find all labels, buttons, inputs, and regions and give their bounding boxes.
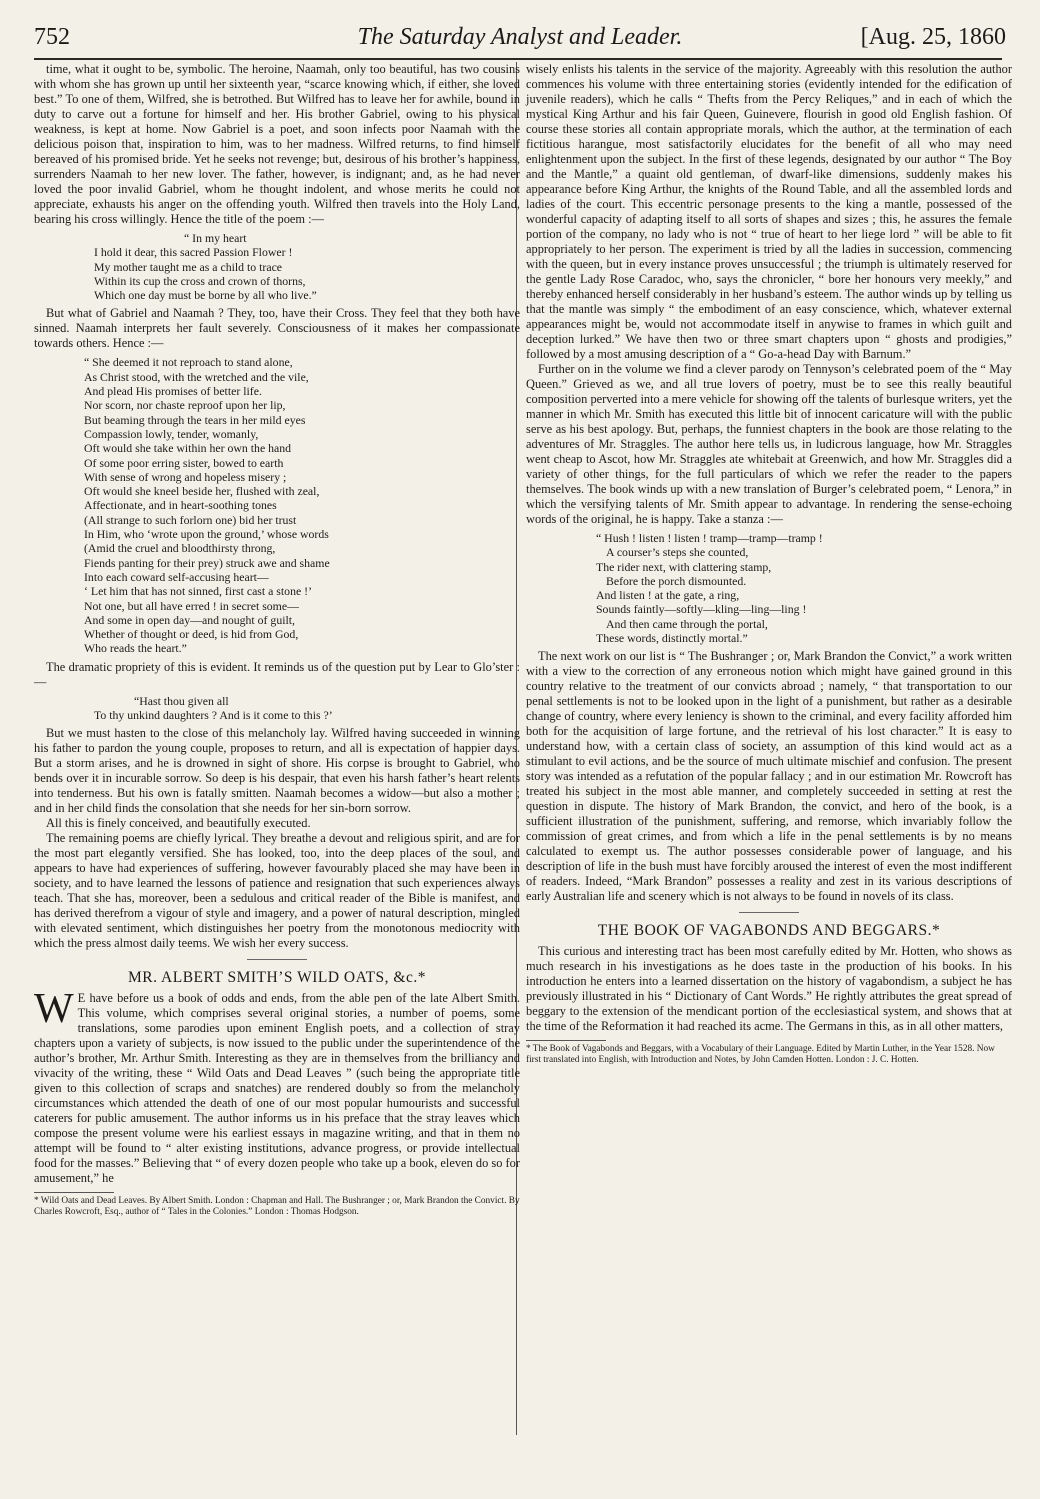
verse-line: Sounds faintly—softly—kling—ling—ling ! bbox=[596, 602, 807, 617]
verse-line: And some in open day—and nought of guilt, bbox=[84, 612, 296, 627]
verse-line: Into each coward self-accusing heart— bbox=[84, 569, 269, 584]
verse-line: ‘ Let him that has not sinned, first cast a stone !’ bbox=[84, 584, 313, 599]
verse-line: Affectionate, and in heart-soothing tones bbox=[84, 498, 277, 513]
paragraph: All this is finely conceived, and beautifully executed. bbox=[46, 816, 311, 831]
paragraph: The next work on our list is “ The Bushranger ; or, Mark Brandon the Convict,” a work written with a view to the correction of any erroneous notion which might have gained ground in this country relative to the treatment of our convicts abroad ; namely, “ that transportation to our penal settlements is not to be looked upon in the light of a punishment, but rather as a desirable change of country, where every leniency is shown to the criminal, and every facility afforded him both for the acquisition of large fortune, and the retrieval of his lost character.” It is easy to understand how, with a certain class of society, an assumption of this kind would act as a stimulant to evil actions, and be the source of much ultimate mischief and confusion. The present story was intended as a refutation of the popular fallacy ; and in our estimation Mr. Rowcroft has treated his subject in the most able manner, and completely succeeded in setting at rest the question in dispute. The history of Mark Brandon, the convict, and hero of the book, is a sufficient illustration of the punishment, suffering, and remorse, which invariably follow the commission of great crimes, and from which a life in the penal settlements is by no means calculated to exempt us. The author possesses considerable power of language, and his description of life in the bush must have forcibly aroused the interest of even the most indifferent of readers. Indeed, “Mark Brandon” possesses a reality and zest in its various descriptions of early Australian life and scenery which is not always to be found in novels of its class. bbox=[526, 649, 1012, 904]
paragraph: time, what it ought to be, symbolic. The heroine, Naamah, only too beautiful, has two cousins with whom she has grown up until her sixteenth year, “scarce knowing which, if either, she loved best.” To one of them, Wilfred, she is betrothed. But Wilfred has to leave her for awhile, bound in duty to carve out a fortune for himself and her. His brother Gabriel, owing to his physical weakness, is kept at home. Now Gabriel is a poet, and soon infects poor Naamah with the delicious poison that, inspiration to him, was to her madness. Wilfred returns, to find himself bereaved of his promised bride. Yet he seeks not revenge; but, desirous of his brother’s happiness, surrenders Naamah to her new lover. The father, however, is indignant; and, as he had never loved the poor invalid Gabriel, whom he thought indolent, and whose merits he could not appreciate, exhausts his anger on the offending youth. Wilfred then travels into the Holy Land, bearing his cross willingly. Hence the title of the poem :— bbox=[34, 62, 520, 226]
drop-cap: W bbox=[34, 986, 74, 1033]
footnote: * The Book of Vagabonds and Beggars, with a Vocabulary of their Language. Edited by Martin Luther, in the Year 1528. Now first translated into English, with Introduction and Notes, by John Camden Hotten. London : J. C. Hotten. bbox=[526, 1044, 995, 1066]
page-number: 752 bbox=[34, 24, 70, 50]
footnote: * Wild Oats and Dead Leaves. By Albert Smith. London : Chapman and Hall. The Bushranger ; or, Mark Brandon the Convict. By Charles Rowcroft, Esq., author of “ Tales in the Colonies.” London : Thomas Hodgson. bbox=[34, 1196, 520, 1218]
verse-line: And listen ! at the gate, a ring, bbox=[596, 588, 740, 603]
footnote-rule bbox=[526, 1040, 606, 1041]
paragraph: Further on in the volume we find a clever parody on Tennyson’s celebrated poem of the “ May Queen.” Grieved as we, and all true lovers of poetry, must be to see this really beautiful composition perverted into a mere vehicle for showing off the talents of burlesque writers, yet the manner in which Mr. Smith has executed this little bit of innocent caricature will with the public serve as his best apology. But, perhaps, the funniest chapters in the book are those relating to the adventures of Mr. Straggles. The author here tells us, in ludicrous language, how Mr. Straggles went cheap to Ascot, how Mr. Straggles ate whitebait at Greenwich, and how Mr. Straggles did a variety of other things, for the full particulars of which we refer the reader to the papers themselves. The book winds up with a new translation of Burger’s celebrated poem, “ Lenora,” in which the versifying talents of Mr. Smith appear to advantage. In rendering the sense-echoing words of the original, he is happy. Take a stanza :— bbox=[526, 362, 1012, 526]
verse-line: Fiends panting for their prey) struck awe and shame bbox=[84, 555, 330, 570]
paragraph: wisely enlists his talents in the service of the majority. Agreeably with this resolution the author commences his volume with three entertaining stories (evidently intended for the edification of juvenile readers), which he calls “ Thefts from the Percy Reliques,” and in each of which the mystical King Arthur and his fair Queen, Guinevere, flourish in good old English fashion. Of course these stories all contain appropriate morals, which the author, at the termination of each fictitious harangue, most satisfactorily elucidates for the benefit of all who may need enlightenment upon the subject. In the first of these legends, designated by our author “ The Boy and the Mantle,” a quaint old gentleman, of dwarf-like dimensions, suddenly makes his appearance before King Arthur, the knights of the Round Table, and all the assembled lords and ladies of the court. This eccentric personage presents to the king a mantle, possessed of the wonderful capacity of adapting itself to all sorts of shapes and sizes ; this, he assures the female portion of the company, no lady who is not “ true of heart to her liege lord ” will be able to fit appropriately to her person. The experiment is tried by all the ladies in succession, commencing with the queen, but in every instance proves unsuccessful ; the triumph is ultimately reserved for the gentle Lady Rose Caradoc, who, says the chronicler, “ bore her honours very meekly,” and thereby enhanced herself considerably in her husband’s esteem. The author winds up by telling us that the mantle was simply “ the embodiment of an easy conscience, which, whatever external appearances might be, would not accommodate itself in anywise to frames in which guilt and deception lurked.” We have then two or three smart chapters upon “ ghosts and prodigies,” followed by a most amusing description of a “ Go-a-head Day with Barnum.” bbox=[526, 62, 1012, 361]
verse-line: My mother taught me as a child to trace bbox=[94, 259, 283, 274]
paragraph: But we must hasten to the close of this melancholy lay. Wilfred having succeeded in winning his father to pardon the young couple, proposes to return, and all is expectation of happier days. But a storm arises, and he is drowned in sight of shore. His corpse is brought to Gabriel, who bends over it in incurable sorrow. So deep is his despair, that even his harsh father’s heart relents into tenderness. But his own is fatally smitten. Naamah becomes a widow—but also a mother ; and in her child finds the consolation that she needs for her sin-born sorrow. bbox=[34, 726, 520, 816]
verse-line: Oft would she kneel beside her, flushed with zeal, bbox=[84, 484, 320, 499]
header-rule bbox=[34, 58, 1002, 60]
verse-line: These words, distinctly mortal.” bbox=[596, 631, 748, 646]
paragraph: The dramatic propriety of this is evident. It reminds us of the question put by Lear to Glo’ster :— bbox=[34, 659, 520, 689]
paragraph-text: E have before us a book of odds and ends, from the able pen of the late Albert Smith. This volume, which comprises several original stories, a number of poems, some translations, some parodies upon eminent English poets, and a collection of stray chapters upon a variety of subjects, is now issued to the public under the superintendence of the author’s brother, Mr. Arthur Smith. Interesting as they are in themselves from the brilliancy and vivacity of the writing, these “ Wild Oats and Dead Leaves ” (such being the appropriate title given to this collection of scraps and snatches) are rendered doubly so from the melancholy circumstances which attended the death of one of our most popular humourists and successful caterers for public amusement. The author informs us in his preface that the stray leaves which compose the present volume were his earliest essays in magazine writing, and that in them no attempt will be found to “ alter existing institutions, advance progress, or provide intellectual food for the masses.” Believing that “ of every dozen people who take up a book, eleven do so for amusement,” he bbox=[34, 991, 520, 1186]
verse-block bbox=[84, 355, 520, 655]
verse-line: “ She deemed it not reproach to stand alone, bbox=[84, 355, 293, 370]
verse-line: (All strange to such forlorn one) bid her trust bbox=[84, 512, 297, 527]
issue-date: [Aug. 25, 1860 bbox=[860, 24, 1006, 50]
paragraph: But what of Gabriel and Naamah ? They, too, have their Cross. They feel that they both have sinned. Naamah interprets her fault severely. Consciousness of it makes her compassionate towards others. Hence :— bbox=[34, 306, 520, 351]
paragraph: This curious and interesting tract has been most carefully edited by Mr. Hotten, who shows as much research in his investigations as he does taste in the production of his books. In his introduction he enters into a learned dissertation on the history of vagabondism, a subject he has previously illustrated in his “ Dictionary of Cant Words.” He rightly attributes the great spread of beggary to the extension of the mendicant portion of the ecclesiastical system, and shows that at the time of the Reformation it had reached its acme. The Germans in this, as in all other matters, bbox=[526, 944, 1012, 1034]
paragraph bbox=[34, 986, 520, 1186]
publication-title: The Saturday Analyst and Leader. bbox=[357, 24, 683, 50]
verse-line: (Amid the cruel and bloodthirsty throng, bbox=[84, 541, 276, 556]
section-divider bbox=[739, 912, 799, 913]
verse-line: And then came through the portal, bbox=[606, 616, 768, 631]
verse-line: But beaming through the tears in her mild eyes bbox=[84, 412, 306, 427]
verse-line: And plead His promises of better life. bbox=[84, 384, 262, 399]
verse-line: “ Hush ! listen ! listen ! tramp—tramp—tramp ! bbox=[596, 531, 823, 545]
section-heading: THE BOOK OF VAGABONDS AND BEGGARS.* bbox=[597, 922, 941, 940]
verse-line: Nor scorn, nor chaste reproof upon her lip, bbox=[84, 398, 286, 413]
verse-line: “ In my heart bbox=[184, 231, 247, 245]
verse-line: Which one day must be borne by all who live.” bbox=[94, 288, 317, 303]
verse-line: Oft would she take within her own the hand bbox=[84, 441, 292, 456]
paragraph: The remaining poems are chiefly lyrical. They breathe a devout and religious spirit, and are for the most part elegantly versified. She has looked, too, into the deep places of the soul, and appears to have had experiences of suffering, however favourably placed she may have been in society, and to have learned the lessons of patience and resignation that such experiences always teach. That she has, moreover, been a sedulous and critical reader of the Bible is manifest, and has derived therefrom a vigour of style and imagery, and a power of natural description, mingled with elevated sentiment, which distinguishes her poetry from the monotonous mediocrity with which the press almost daily teems. We wish her every success. bbox=[34, 831, 520, 951]
section-divider bbox=[247, 959, 307, 960]
verse-line: A courser’s steps she counted, bbox=[606, 545, 749, 560]
verse-line: Whether of thought or deed, is hid from God, bbox=[84, 627, 299, 642]
verse-line: Within its cup the cross and crown of thorns, bbox=[94, 273, 306, 288]
verse-line: As Christ stood, with the wretched and the vile, bbox=[84, 369, 309, 384]
verse-line: Not one, but all have erred ! in secret some— bbox=[84, 598, 299, 613]
verse-line: Before the porch dismounted. bbox=[606, 573, 747, 588]
verse-line: In Him, who ‘wrote upon the ground,’ whose words bbox=[84, 527, 329, 542]
verse-line: Compassion lowly, tender, womanly, bbox=[84, 426, 259, 441]
verse-block bbox=[94, 231, 520, 302]
verse-block bbox=[94, 694, 520, 723]
verse-line: I hold it dear, this sacred Passion Flower ! bbox=[94, 245, 293, 260]
verse-line: Who reads the heart.” bbox=[84, 641, 187, 656]
page-header bbox=[34, 22, 1006, 56]
verse-line: The rider next, with clattering stamp, bbox=[596, 559, 772, 574]
verse-line: To thy unkind daughters ? And is it come to this ?’ bbox=[94, 708, 333, 723]
verse-line: Of some poor erring sister, bowed to earth bbox=[84, 455, 284, 470]
verse-line: With sense of wrong and hopeless misery ; bbox=[84, 469, 287, 484]
footnote-rule bbox=[34, 1192, 114, 1193]
section-heading: MR. ALBERT SMITH’S WILD OATS, &c.* bbox=[128, 969, 426, 987]
right-column bbox=[526, 62, 1012, 1066]
verse-line: “Hast thou given all bbox=[134, 693, 229, 708]
verse-block bbox=[596, 531, 1012, 645]
left-column bbox=[34, 62, 520, 1218]
